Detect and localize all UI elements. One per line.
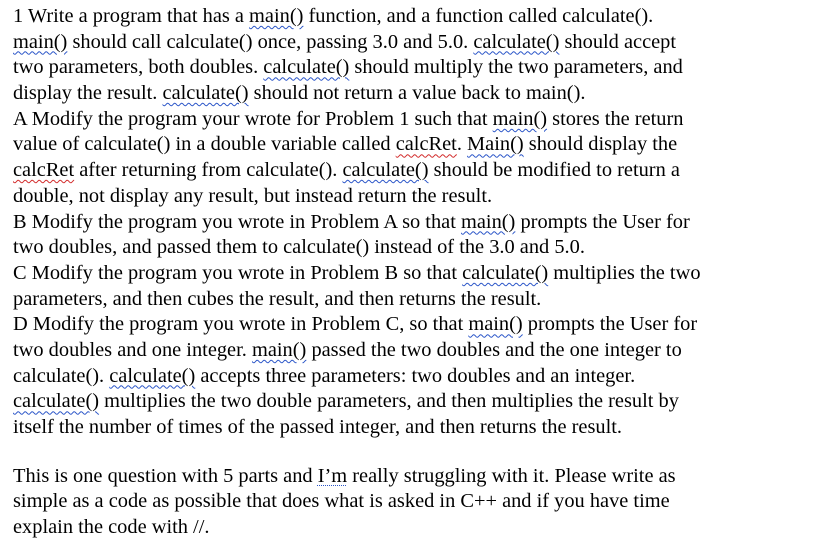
text-run: B Modify the program you wrote in Problem A so that bbox=[13, 210, 461, 233]
text-run: display the result. bbox=[13, 82, 163, 105]
problem-d-line-2 bbox=[13, 338, 809, 364]
text-run: two doubles and one integer. bbox=[13, 338, 252, 361]
code-word: calculate() bbox=[162, 82, 249, 105]
text-run: C Modify the program you wrote in Problem B so that bbox=[13, 261, 463, 284]
text-run: should display the bbox=[523, 133, 678, 156]
code-word: Main() bbox=[467, 133, 524, 156]
problem-a-line-4 bbox=[13, 184, 809, 210]
code-word: main() bbox=[492, 107, 548, 130]
document-body bbox=[13, 4, 809, 541]
code-word: calculate() bbox=[109, 364, 196, 387]
text-run: multiplies the two bbox=[548, 261, 701, 284]
code-word: calculate() bbox=[263, 56, 350, 79]
text-run: should call calculate() once, passing 3.0 and 5.0. bbox=[67, 30, 474, 53]
code-word: main() bbox=[251, 338, 307, 361]
paragraph-gap bbox=[13, 441, 809, 464]
text-run: calculate(). bbox=[13, 364, 110, 387]
code-word: main() bbox=[13, 30, 68, 53]
text-run: 1 Write a program that has a bbox=[13, 5, 250, 27]
code-word: calculate() bbox=[13, 390, 100, 413]
text-run: passed the two doubles and the one integer to bbox=[306, 338, 682, 361]
text-run: really struggling with it. Please write as bbox=[347, 464, 676, 487]
text-run: This is one question with 5 parts and bbox=[13, 464, 318, 487]
text-run: parameters, and then cubes the result, and then returns the result. bbox=[13, 287, 542, 310]
problem-1-line-4 bbox=[13, 81, 809, 107]
text-run: itself the number of times of the passed integer, and then returns the result. bbox=[13, 416, 623, 438]
text-run: simple as a code as possible that does what is asked in C++ and if you have time bbox=[13, 490, 670, 513]
code-word: main() bbox=[461, 210, 516, 233]
problem-c-line-1 bbox=[13, 261, 809, 287]
problem-b-line-1 bbox=[13, 210, 809, 236]
problem-d-line-5 bbox=[13, 415, 809, 441]
problem-d-line-1 bbox=[13, 312, 809, 338]
text-run: . bbox=[456, 133, 468, 156]
note-line-1 bbox=[13, 464, 809, 490]
code-word: calcRet bbox=[395, 133, 457, 156]
problem-1-line-1 bbox=[13, 4, 809, 30]
code-word: calculate() bbox=[342, 159, 429, 182]
code-word: main() bbox=[468, 313, 523, 336]
problem-c-line-2 bbox=[13, 287, 809, 313]
problem-d-line-3 bbox=[13, 364, 809, 390]
text-run: two parameters, both doubles. bbox=[13, 56, 264, 79]
problem-a-line-2 bbox=[13, 132, 809, 158]
problem-b-line-2 bbox=[13, 235, 809, 261]
text-run: prompts the User for bbox=[522, 313, 698, 336]
text-run: function, and a function called calculate(). bbox=[303, 5, 654, 27]
problem-1-line-2 bbox=[13, 30, 809, 56]
text-run: should not return a value back to main(). bbox=[248, 82, 586, 105]
problem-a-line-1 bbox=[13, 107, 809, 133]
text-run: should be modified to return a bbox=[428, 159, 680, 182]
text-run: stores the return bbox=[547, 107, 684, 130]
code-word: main() bbox=[249, 5, 304, 27]
text-run: accepts three parameters: two doubles and an integer. bbox=[195, 364, 636, 387]
problem-a-line-3 bbox=[13, 158, 809, 184]
problem-1-line-3 bbox=[13, 55, 809, 81]
code-word: calculate() bbox=[473, 30, 560, 53]
text-run: A Modify the program your wrote for Problem 1 such that bbox=[13, 107, 493, 130]
text-run: double, not display any result, but instead return the result. bbox=[13, 184, 493, 207]
text-run: multiplies the two double parameters, and then multiplies the result by bbox=[99, 390, 679, 413]
flagged-word: I’m bbox=[317, 464, 348, 487]
text-run: value of calculate() in a double variable called bbox=[13, 133, 396, 156]
text-run: explain the code with //. bbox=[13, 516, 210, 539]
text-run: prompts the User for bbox=[515, 210, 690, 233]
problem-d-line-4 bbox=[13, 389, 809, 415]
code-word: calcRet bbox=[13, 159, 75, 182]
code-word: calculate() bbox=[462, 261, 549, 284]
text-run: should multiply the two parameters, and bbox=[349, 56, 683, 79]
note-line-2 bbox=[13, 489, 809, 515]
text-run: should accept bbox=[559, 30, 677, 53]
text-run: after returning from calculate(). bbox=[74, 159, 343, 182]
text-run: two doubles, and passed them to calculate() instead of the 3.0 and 5.0. bbox=[13, 236, 585, 259]
text-run: D Modify the program you wrote in Problem C, so that bbox=[13, 313, 469, 336]
note-line-3 bbox=[13, 515, 809, 541]
